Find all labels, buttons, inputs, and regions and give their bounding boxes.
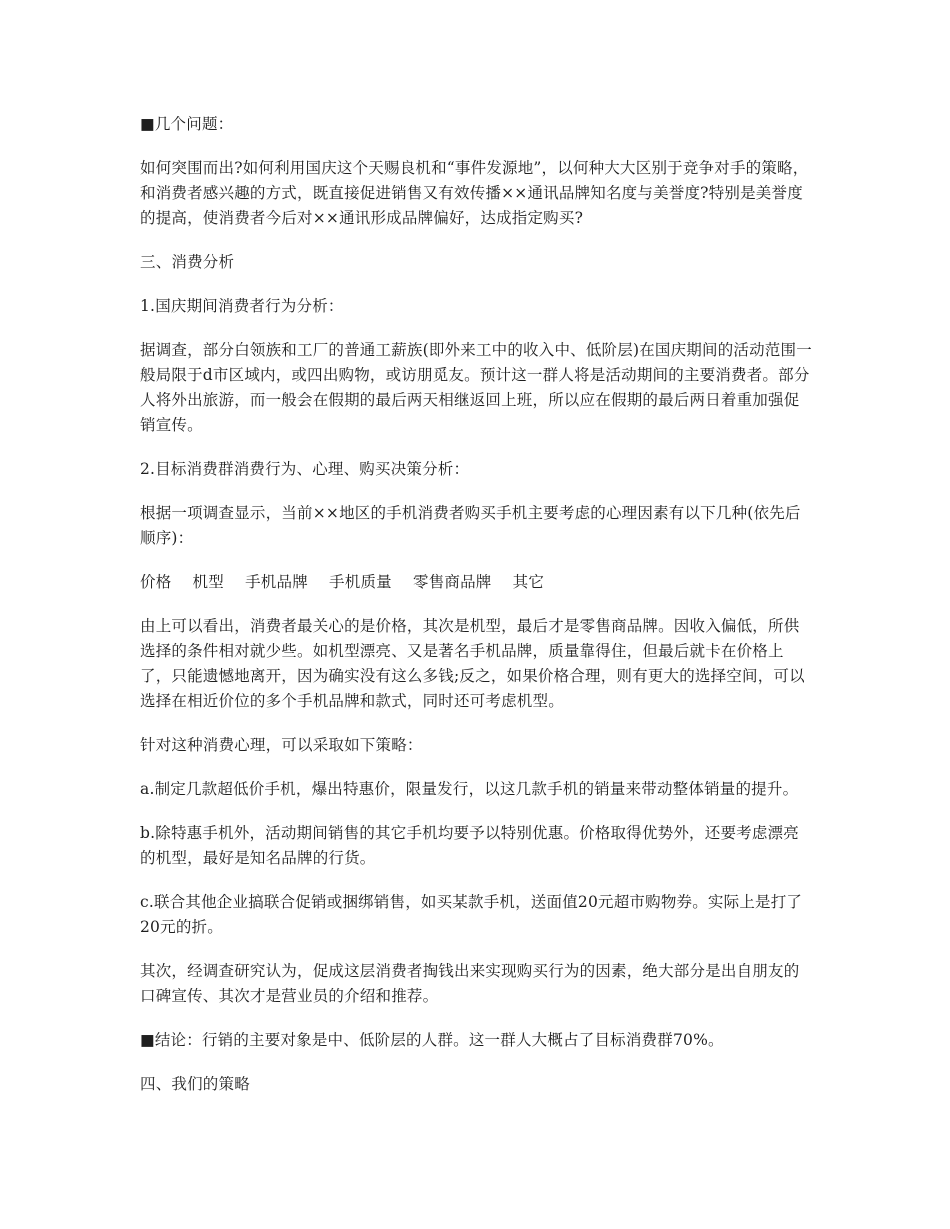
paragraph-survey-factors: 根据一项调查显示，当前××地区的手机消费者购买手机主要考虑的心理因素有以下几种(依先后顺序)： (140, 504, 801, 547)
strategy-item-c: c.联合其他企业搞联合促销或捆绑销售，如买某款手机，送面值20元超市购物券。实际上是打了20元的折。 (140, 893, 803, 936)
section-heading-questions: ■几个问题： (140, 115, 234, 133)
document-body (140, 112, 812, 1097)
factor-item: 手机品牌 (245, 573, 308, 591)
factor-item: 零售商品牌 (413, 573, 492, 591)
factor-item: 其它 (512, 573, 545, 591)
paragraph-strategy-intro: 针对这种消费心理，可以采取如下策略： (140, 736, 423, 754)
section-heading-our-strategy: 四、我们的策略 (140, 1075, 250, 1093)
paragraph-survey: 据调查，部分白领族和工厂的普通工薪族(即外来工中的收入中、低阶层)在国庆期间的活动范围一般局限于d市区域内，或四出购物，或访朋觅友。预计这一群人将是活动期间的主要消费者。部分人将外出旅游，而一般会在假期的最后两天相继返回上班，所以应在假期的最后两日着重加强促销宣传。 (140, 341, 812, 434)
factor-list (140, 570, 812, 595)
paragraph-word-of-mouth: 其次，经调查研究认为，促成这层消费者掏钱出来实现购买行为的因素，绝大部分是出自朋友的口碑宣传、其次才是营业员的介绍和推荐。 (140, 962, 800, 1005)
section-heading-consumption-analysis: 三、消费分析 (140, 253, 235, 271)
paragraph-analysis: 由上可以看出，消费者最关心的是价格，其次是机型，最后才是零售商品牌。因收入偏低，所供选择的条件相对就少些。如机型漂亮、又是著名手机品牌，质量靠得住，但最后就卡在价格上了，只能遗憾地离开，因为确实没有这么多钱;反之，如果价格合理，则有更大的选择空间，可以选择在相近价位的多个手机品牌和款式，同时还可考虑机型。 (140, 617, 805, 710)
factor-item: 价格 (140, 573, 172, 591)
paragraph-questions: 如何突围而出?如何利用国庆这个天赐良机和“事件发源地”，以何种大大区别于竞争对手的策略，和消费者感兴趣的方式，既直接促进销售又有效传播××通讯品牌知名度与美誉度?特别是美誉度的提高，使消费者今后对××通讯形成品牌偏好，达成指定购买? (140, 159, 809, 227)
paragraph-conclusion: ■结论：行销的主要对象是中、低阶层的人群。这一群人大概占了目标消费群70%。 (140, 1031, 724, 1049)
strategy-item-b: b.除特惠手机外，活动期间销售的其它手机均要予以特别优惠。价格取得优势外，还要考虑漂亮的机型，最好是知名品牌的行货。 (140, 824, 799, 867)
strategy-item-a: a.制定几款超低价手机，爆出特惠价，限量发行，以这几款手机的销量来带动整体销量的提升。 (140, 780, 799, 798)
subheading-target-group: 2.目标消费群消费行为、心理、购买决策分析： (140, 460, 470, 478)
factor-item: 手机质量 (329, 573, 392, 591)
subheading-holiday-behavior: 1.国庆期间消费者行为分析： (140, 297, 344, 315)
factor-item: 机型 (192, 573, 224, 591)
